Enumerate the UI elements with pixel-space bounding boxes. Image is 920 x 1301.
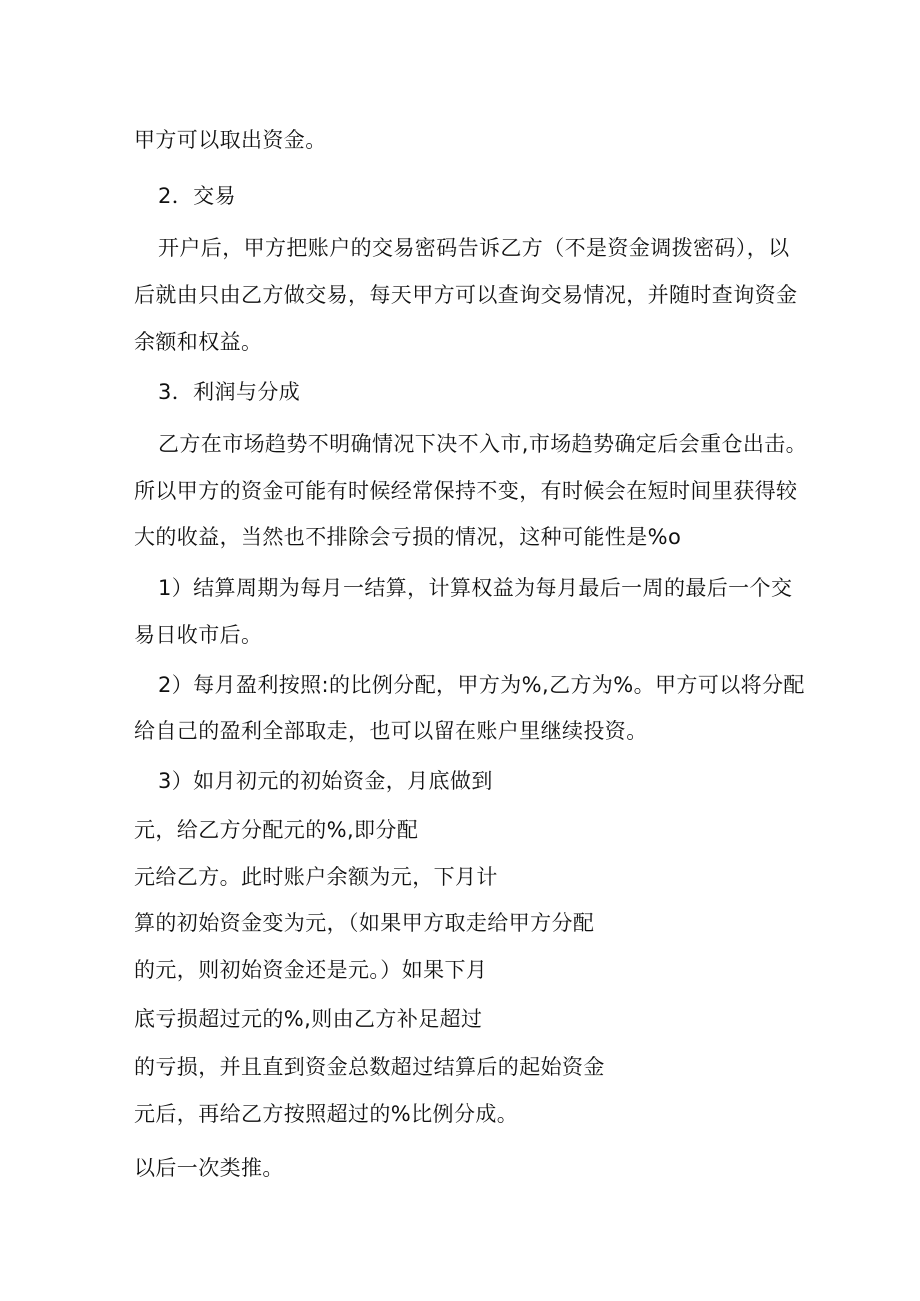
paragraph-line-9: 大的收益，当然也不排除会亏损的情况，这种可能性是%o <box>134 525 682 549</box>
section-heading-profit: 3．利润与分成 <box>158 380 301 404</box>
paragraph-line-4: 后就由只由乙方做交易，每天甲方可以查询交易情况，并随时查询资金 <box>134 283 798 307</box>
paragraph-line-20: 的亏损，并且直到资金总数超过结算后的起始资金 <box>134 1055 605 1079</box>
paragraph-line-19: 底亏损超过元的%,则由乙方补足超过 <box>134 1007 483 1031</box>
paragraph-line-21: 元后，再给乙方按照超过的%比例分成。 <box>134 1102 519 1126</box>
paragraph-line-22: 以后一次类推。 <box>134 1156 284 1180</box>
paragraph-line-14: 3）如月初元的初始资金，月底做到 <box>158 769 493 793</box>
paragraph-line-10: 1）结算周期为每月一结算，计算权益为每月最后一周的最后一个交 <box>158 576 793 600</box>
paragraph-line-16: 元给乙方。此时账户余额为元，下月计 <box>134 865 498 889</box>
paragraph-line-15: 元，给乙方分配元的%,即分配 <box>134 818 419 842</box>
paragraph-line-7: 乙方在市场趋势不明确情况下决不入市,市场趋势确定后会重仓出击。 <box>158 432 808 456</box>
paragraph-line-1: 甲方可以取出资金。 <box>134 128 327 152</box>
section-heading-trading: 2．交易 <box>158 184 236 208</box>
paragraph-line-3: 开户后，甲方把账户的交易密码告诉乙方（不是资金调拨密码），以 <box>158 236 790 260</box>
paragraph-line-18: 的元，则初始资金还是元。）如果下月 <box>134 958 488 982</box>
paragraph-line-8: 所以甲方的资金可能有时候经常保持不变，有时候会在短时间里获得较 <box>134 479 798 503</box>
paragraph-line-17: 算的初始资金变为元，（如果甲方取走给甲方分配 <box>134 911 595 935</box>
paragraph-line-11: 易日收市后。 <box>134 623 263 647</box>
paragraph-line-13: 给自己的盈利全部取走，也可以留在账户里继续投资。 <box>134 719 648 743</box>
paragraph-line-5: 余额和权益。 <box>134 330 263 354</box>
paragraph-line-12: 2）每月盈利按照:的比例分配，甲方为%,乙方为%。甲方可以将分配 <box>158 673 805 697</box>
